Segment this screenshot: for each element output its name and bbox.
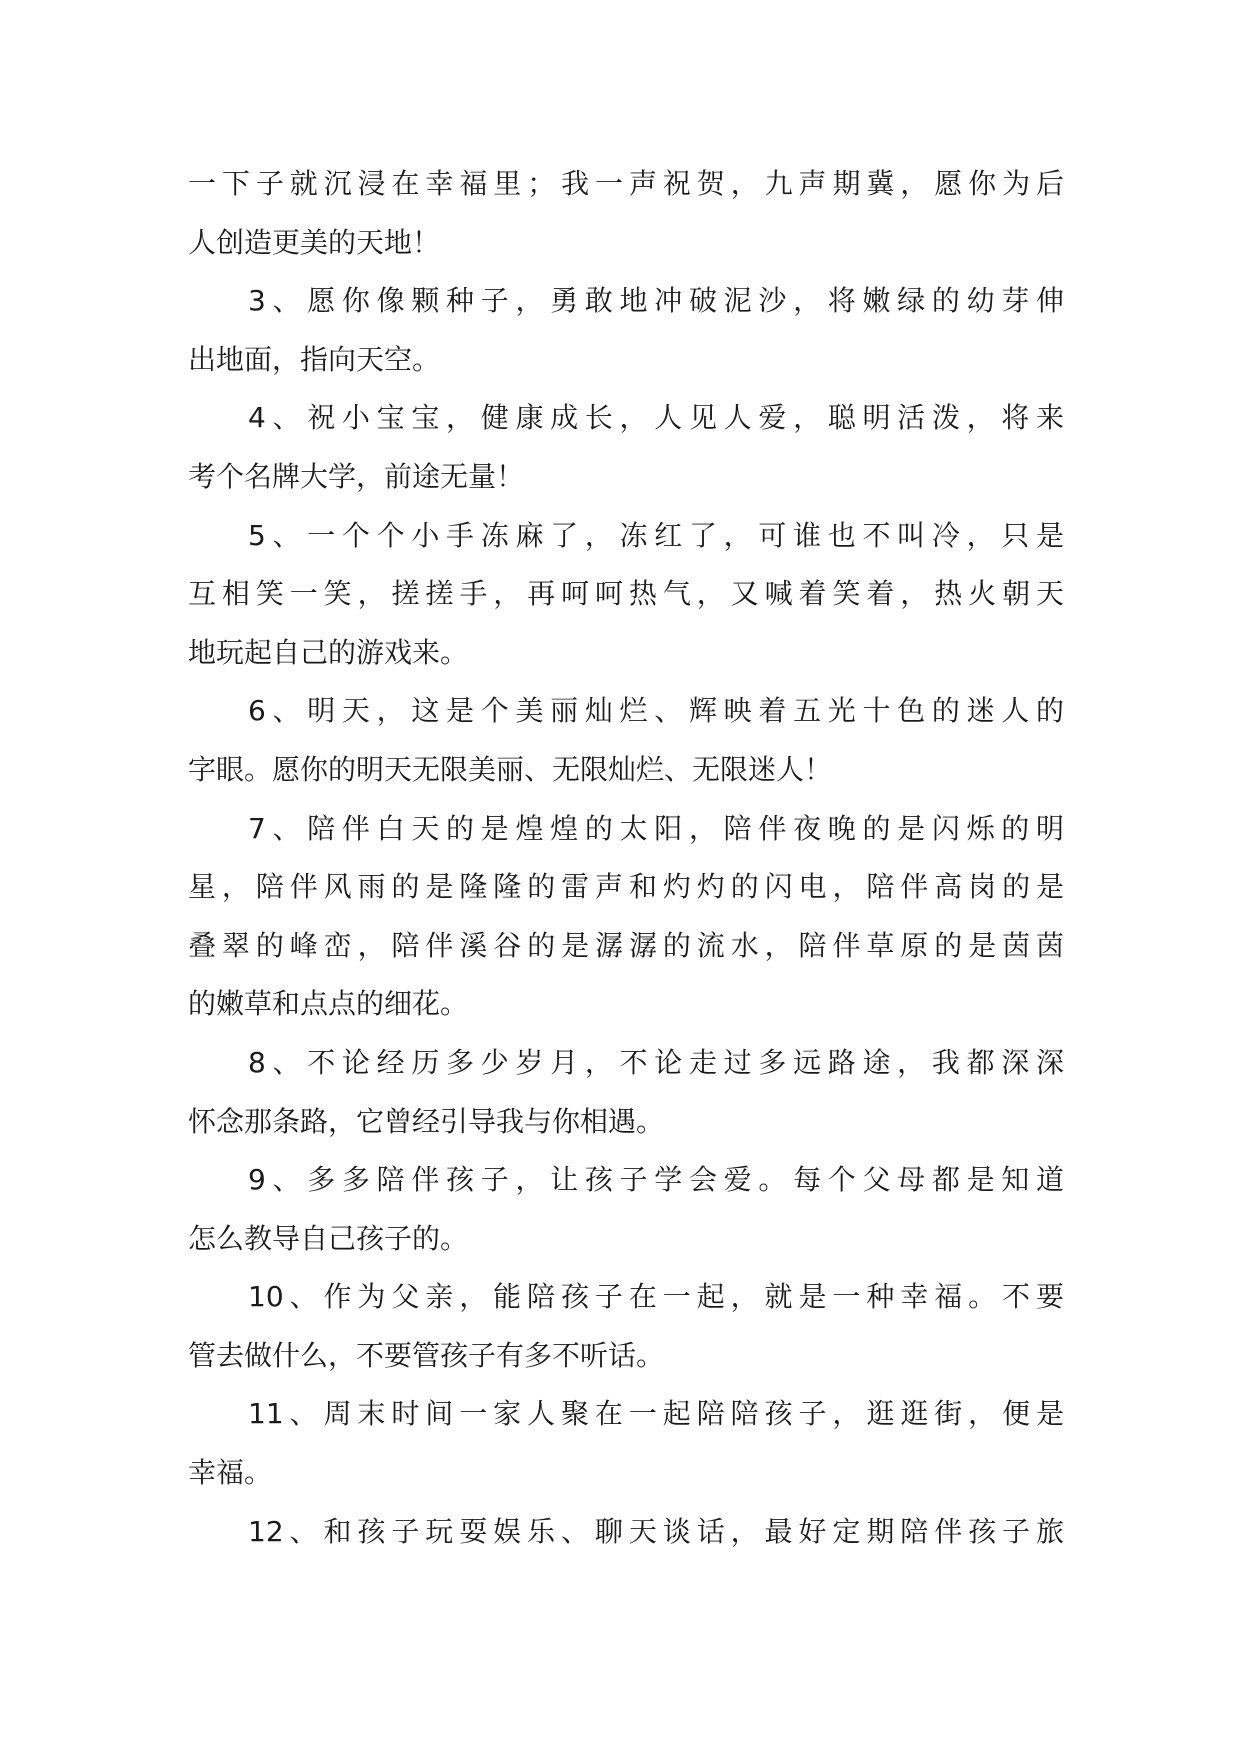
text-line: 地玩起自己的游戏来。 [188,635,469,669]
text-line: 5、一个个小手冻麻了，冻红了，可谁也不叫冷，只是 [248,518,1064,552]
text-line: 考个名牌大学，前途无量！ [188,459,525,493]
text-line: 幸福。 [188,1456,273,1490]
text-line: 出地面，指向天空。 [188,342,441,376]
text-line: 星，陪伴风雨的是隆隆的雷声和灼灼的闪电，陪伴高岗的是 [188,870,1064,904]
text-line: 11、周末时间一家人聚在一起陪陪孩子，逛逛街，便是 [248,1397,1064,1431]
text-line: 4、祝小宝宝，健康成长，人见人爱，聪明活泼，将来 [248,401,1064,435]
text-line: 9、多多陪伴孩子，让孩子学会爱。每个父母都是知道 [248,1163,1064,1197]
text-line: 叠翠的峰峦，陪伴溪谷的是潺潺的流水，陪伴草原的是茵茵 [188,928,1064,962]
text-line: 互相笑一笑，搓搓手，再呵呵热气，又喊着笑着，热火朝天 [188,577,1064,611]
text-line: 7、陪伴白天的是煌煌的太阳，陪伴夜晚的是闪烁的明 [248,811,1064,845]
text-line: 10、作为父亲，能陪孩子在一起，就是一种幸福。不要 [248,1280,1064,1314]
text-line: 人创造更美的天地！ [188,225,441,259]
text-line: 12、和孩子玩耍娱乐、聊天谈话，最好定期陪伴孩子旅 [248,1514,1064,1548]
text-line: 怎么教导自己孩子的。 [188,1221,469,1255]
document-body [188,155,1064,1561]
text-line: 一下子就沉浸在幸福里；我一声祝贺，九声期冀，愿你为后 [188,167,1064,200]
text-line: 怀念那条路，它曾经引导我与你相遇。 [188,1104,665,1138]
text-line: 管去做什么，不要管孩子有多不听话。 [188,1338,665,1372]
text-line: 的嫩草和点点的细花。 [188,987,469,1021]
text-line: 字眼。愿你的明天无限美丽、无限灿烂、无限迷人！ [188,752,833,786]
text-line: 6、明天，这是个美丽灿烂、辉映着五光十色的迷人的 [248,694,1064,728]
text-line: 3、愿你像颗种子，勇敢地冲破泥沙，将嫩绿的幼芽伸 [248,284,1064,318]
text-line: 8、不论经历多少岁月，不论走过多远路途，我都深深 [248,1045,1064,1079]
